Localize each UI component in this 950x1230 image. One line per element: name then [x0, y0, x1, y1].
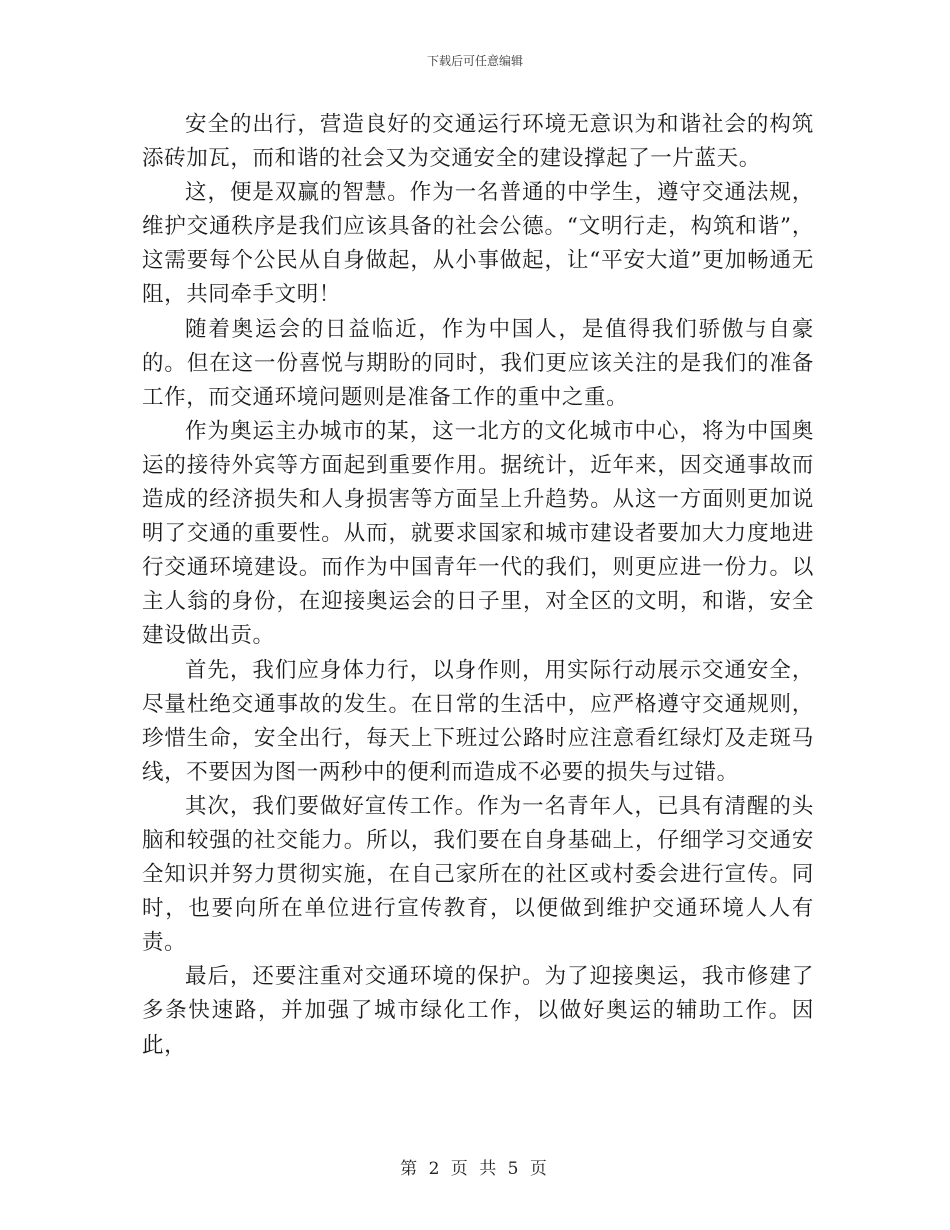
body-text — [142, 108, 814, 1063]
paragraph: 这，便是双赢的智慧。作为一名普通的中学生，遵守交通法规，维护交通秩序是我们应该具备的社会公德。“文明行走，构筑和谐”，这需要每个公民从自身做起，从小事做起，让“平安大道”更加畅通无阻，共同牵手文明！ — [142, 180, 814, 308]
paragraph: 作为奥运主办城市的某，这一北方的文化城市中心，将为中国奥运的接待外宾等方面起到重要作用。据统计，近年来，因交通事故而造成的经济损失和人身损害等方面呈上升趋势。从这一方面则更加说明了交通的重要性。从而，就要求国家和城市建设者要加大力度地进行交通环境建设。而作为中国青年一代的我们，则更应进一份力。以主人翁的身份，在迎接奥运会的日子里，对全区的文明，和谐，安全建设做出贡。 — [142, 418, 814, 649]
page-header-note: 下载后可任意编辑 — [426, 54, 523, 68]
paragraph: 首先，我们应身体力行，以身作则，用实际行动展示交通安全，尽量杜绝交通事故的发生。在日常的生活中，应严格遵守交通规则，珍惜生命，安全出行，每天上下班过公路时应注意看红绿灯及走斑马线，不要因为图一两秒中的便利而造成不必要的损失与过错。 — [142, 657, 814, 785]
paragraph: 其次，我们要做好宣传工作。作为一名青年人，已具有清醒的头脑和较强的社交能力。所以，我们要在自身基础上，仔细学习交通安全知识并努力贯彻实施，在自己家所在的社区或村委会进行宣传。同时，也要向所在单位进行宣传教育，以便做到维护交通环境人人有责。 — [142, 793, 814, 956]
paragraph: 安全的出行，营造良好的交通运行环境无意识为和谐社会的构筑添砖加瓦，而和谐的社会又为交通安全的建设撑起了一片蓝天。 — [142, 112, 814, 172]
paragraph: 最后，还要注重对交通环境的保护。为了迎接奥运，我市修建了多条快速路，并加强了城市绿化工作，以做好奥运的辅助工作。因此， — [142, 964, 814, 1058]
page-number-footer: 第 2 页 共 5 页 — [400, 1159, 550, 1179]
paragraph: 随着奥运会的日益临近，作为中国人，是值得我们骄傲与自豪的。但在这一份喜悦与期盼的同时，我们更应该关注的是我们的准备工作，而交通环境问题则是准备工作的重中之重。 — [142, 316, 814, 410]
